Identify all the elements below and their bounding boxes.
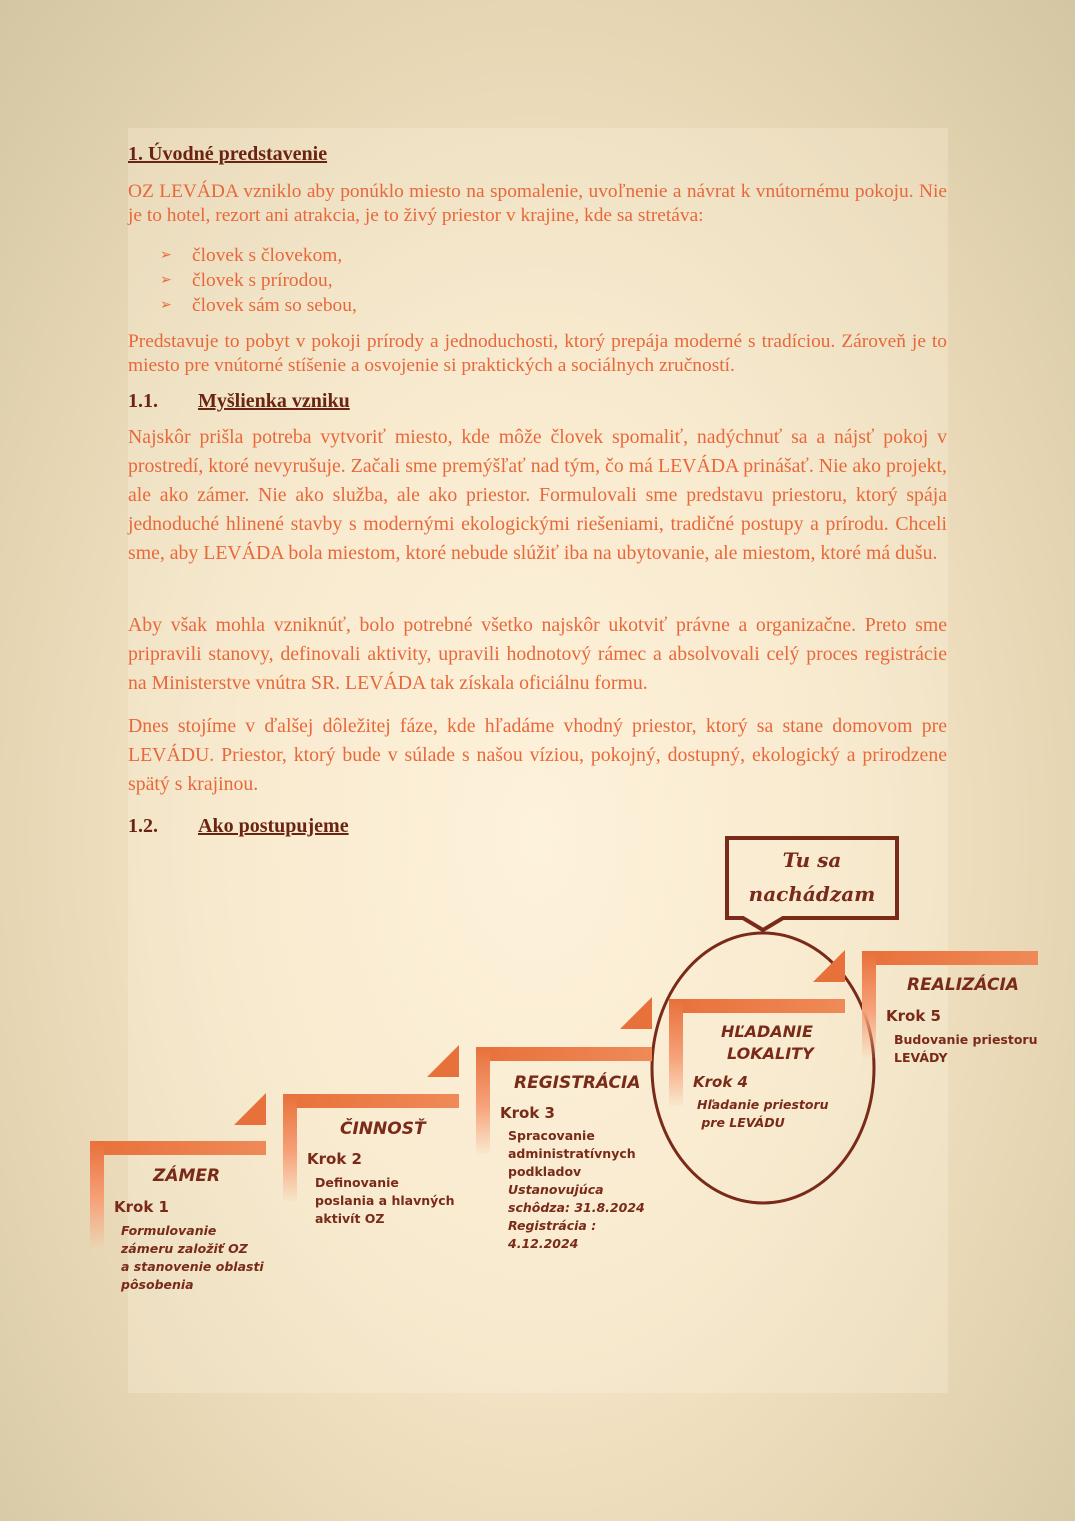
step-1-krok: Krok 1 <box>114 1198 169 1216</box>
step-4-bar <box>669 999 845 1013</box>
arrow-bullet-icon: ➢ <box>160 273 172 288</box>
step-4-title-line-2: LOKALITY <box>727 1044 814 1063</box>
section-heading-1-2: 1.2. Ako postupujeme <box>128 815 349 837</box>
step-1-arrow-icon <box>234 1093 266 1125</box>
step-4-title-line-1: HĽADANIE <box>721 1022 813 1041</box>
paragraph-idea-3: Dnes stojíme v ďalšej dôležitej fáze, kde hľadáme vhodný priestor, ktorý sa stane domovom pre LEVÁDU. Priestor, ktorý bude v súlade s našou víziou, pokojný, dostupný, ekologický a prirodzene spätý s krajinou. <box>128 715 947 795</box>
arrow-bullet-icon: ➢ <box>160 298 172 313</box>
step-5-bar <box>862 951 1038 965</box>
closing-paragraph: Predstavuje to pobyt v pokoji prírody a jednoduchosti, ktorý prepája moderné s tradíciou. Zároveň je to miesto pre vnútorné stíšenie a osvojenie si praktických a sociálnych zručností. <box>128 331 947 376</box>
step-2-krok: Krok 2 <box>307 1150 362 1168</box>
step-3-description: Spracovanie administratívnych podkladov Ustanovujúca schôdza: 31.8.2024 Registrácia : 4.12.2024 <box>508 1128 645 1251</box>
arrow-bullet-icon: ➢ <box>160 248 172 263</box>
step-2-bar <box>283 1094 459 1108</box>
list-item: ➢ človek s prírodou, <box>160 270 333 291</box>
step-3-title: REGISTRÁCIA <box>514 1073 641 1093</box>
step-4-krok: Krok 4 <box>693 1073 748 1091</box>
step-5-title: REALIZÁCIA <box>907 975 1019 995</box>
step-3-krok: Krok 3 <box>500 1104 555 1122</box>
step-1-post <box>90 1141 104 1248</box>
step-5-krok: Krok 5 <box>886 1007 941 1025</box>
step-1-title: ZÁMER <box>153 1166 221 1186</box>
step-3-bar <box>476 1047 652 1061</box>
step-5-post <box>862 951 876 1058</box>
callout-label <box>727 843 897 911</box>
callout-line-2: nachádzam <box>748 882 876 906</box>
section-heading-1-1: 1.1. Myšlienka vzniku <box>128 390 350 412</box>
step-2-arrow-icon <box>427 1045 459 1077</box>
callout-line-1: Tu sa <box>782 848 842 872</box>
step-1-description: Formulovanie zámeru založiť OZ a stanovenie oblasti pôsobenia <box>121 1223 264 1292</box>
step-2-title: ČINNOSŤ <box>340 1119 426 1139</box>
step-2-post <box>283 1094 297 1201</box>
step-3-post <box>476 1047 490 1154</box>
list-item: ➢ človek s človekom, <box>160 245 343 266</box>
intro-paragraph: OZ LEVÁDA vzniklo aby ponúklo miesto na spomalenie, uvoľnenie a návrat k vnútornému pokoju. Nie je to hotel, rezort ani atrakcia, je to živý priestor v krajine, kde sa stretáva: <box>128 181 947 226</box>
paragraph-idea-1: Najskôr prišla potreba vytvoriť miesto, kde môže človek spomaliť, nadýchnuť sa a nájsť pokoj v prostredí, ktoré nevyrušuje. Začali sme premýšľať nad tým, čo má LEVÁDA prinášať. Nie ako projekt, ale ako zámer. Nie ako služba, ale ako priestor. Formulovali sme predstavu priestoru, ktorý spája jednoduché hlinené stavby s modernými ekologickými riešeniami, tradičné postupy a prírodu. Chceli sme, aby LEVÁDA bola miestom, ktoré nebude slúžiť iba na ubytovanie, ale miestom, ktoré má dušu. <box>128 426 947 564</box>
step-4-description: Hľadanie priestoru pre LEVÁDU <box>697 1097 829 1130</box>
step-3-arrow-icon <box>620 997 652 1029</box>
step-1-bar <box>90 1141 266 1155</box>
step-2-description: Definovanie poslania a hlavných aktivít OZ <box>315 1175 455 1226</box>
step-4-arrow-icon <box>813 950 845 982</box>
section-heading-1: 1. Úvodné predstavenie <box>128 143 328 165</box>
step-4-post <box>669 999 683 1106</box>
list-item: ➢ človek sám so sebou, <box>160 295 357 316</box>
step-5-description: Budovanie priestoru LEVÁDY <box>894 1032 1038 1065</box>
paragraph-idea-2: Aby však mohla vzniknúť, bolo potrebné všetko najskôr ukotviť právne a organizačne. Preto sme pripravili stanovy, definovali aktivity, upravili hodnotový rámec a absolvovali celý proces registrácie na Ministerstve vnútra SR. LEVÁDA tak získala oficiálnu formu. <box>128 614 947 694</box>
